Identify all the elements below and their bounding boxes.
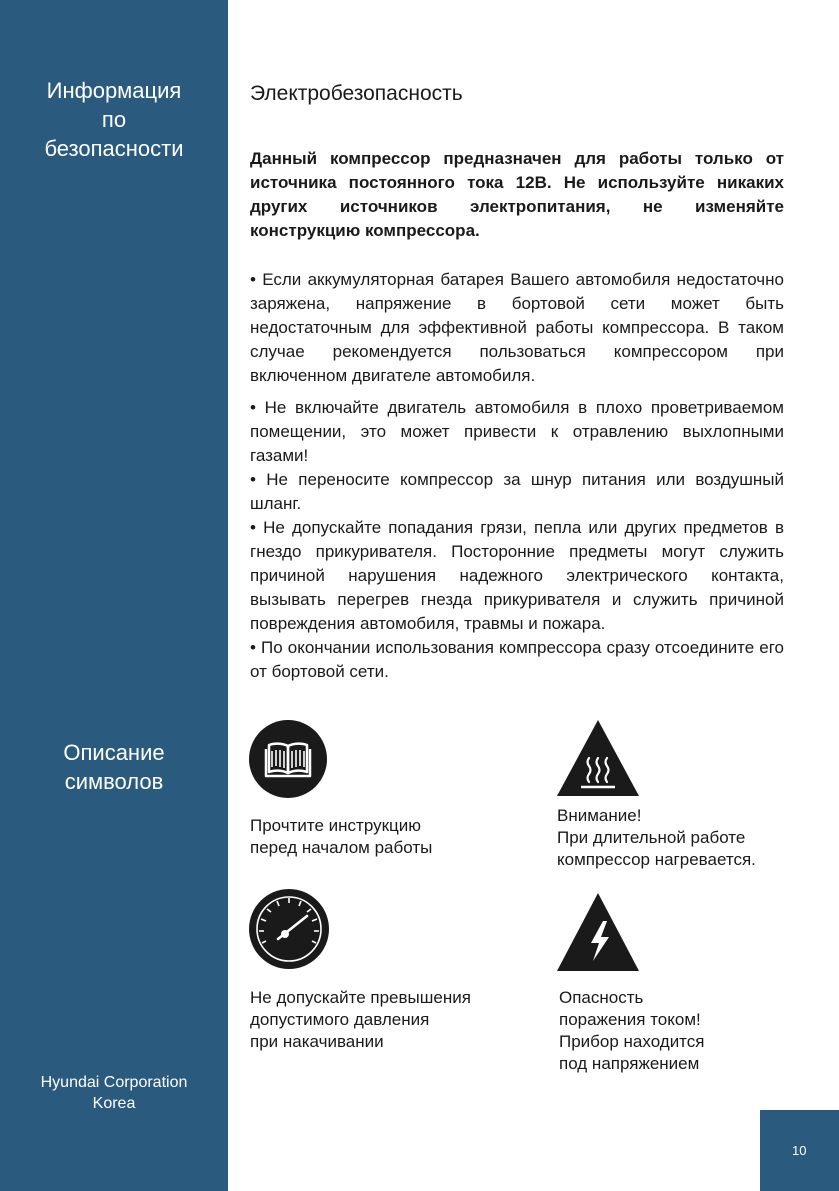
corporation-label: [0, 1072, 228, 1114]
heat-caption: [557, 805, 756, 871]
heading-line: Описание: [63, 740, 165, 765]
caption-line: допустимого давления: [250, 1010, 430, 1029]
corp-line: Korea: [92, 1095, 136, 1112]
pressure-gauge-icon: [248, 888, 330, 970]
sidebar: [0, 0, 228, 1191]
bullet-item: • Если аккумуляторная батарея Вашего автомобиля недостаточно заряжена, напряжение в бортовой сети может быть недостаточным для эффективной работы компрессора. В таком случае рекомендуется пользоваться компрессором при включенном двигателе автомобиля.: [250, 270, 784, 385]
page-number-box: [760, 1110, 839, 1191]
heading-line: символов: [64, 769, 164, 794]
heading-line: безопасности: [44, 136, 184, 161]
caption-line: поражения током!: [559, 1010, 701, 1029]
gauge-caption: [250, 987, 471, 1053]
caption-line: При длительной работе: [557, 828, 746, 847]
hot-surface-warning-icon: [557, 720, 639, 796]
caption-line: при накачивании: [250, 1032, 384, 1051]
heading-line: по: [101, 107, 127, 132]
safety-bullet-list: [250, 268, 784, 684]
electric-shock-warning-icon: [557, 893, 639, 971]
bullet-item: • Не переносите компрессор за шнур питания или воздушный шланг.: [250, 470, 784, 513]
shock-caption: [559, 987, 705, 1075]
caption-line: Не допускайте превышения: [250, 988, 471, 1007]
bullet-item: • Не допускайте попадания грязи, пепла или других предметов в гнездо прикуривателя. Посторонние предметы могут служить причиной нарушения надежного электрического контакта, вызывать перегрев гнезда прикуривателя и служить причиной повреждения автомобиля, травмы и пожара.: [250, 518, 784, 633]
caption-line: Внимание!: [557, 806, 642, 825]
heading-line: Информация: [46, 78, 182, 103]
caption-line: Прибор находится: [559, 1032, 705, 1051]
bullet-item: • Не включайте двигатель автомобиля в плохо проветриваемом помещении, это может привести к отравлению выхлопными газами!: [250, 398, 784, 465]
book-icon: [248, 719, 328, 799]
caption-line: под напряжением: [559, 1054, 700, 1073]
corp-line: Hyundai Corporation: [40, 1074, 188, 1091]
section-heading-safety: [0, 76, 228, 163]
caption-line: Опасность: [559, 988, 644, 1007]
caption-line: Прочтите инструкцию: [250, 816, 422, 835]
page-number: 10: [792, 1143, 807, 1158]
page-title: Электробезопасность: [250, 82, 463, 105]
section-heading-symbols: [0, 738, 228, 796]
bullet-item: • По окончании использования компрессора сразу отсоедините его от бортовой сети.: [250, 638, 784, 681]
lead-warning: Данный компрессор предназначен для работы только от источника постоянного тока 12В. Не используйте никаких других источников электропитания, не изменяйте конструкцию компрессора.: [250, 149, 784, 240]
caption-line: перед началом работы: [250, 838, 433, 857]
book-caption: [250, 815, 432, 859]
caption-line: компрессор нагревается.: [557, 850, 756, 869]
